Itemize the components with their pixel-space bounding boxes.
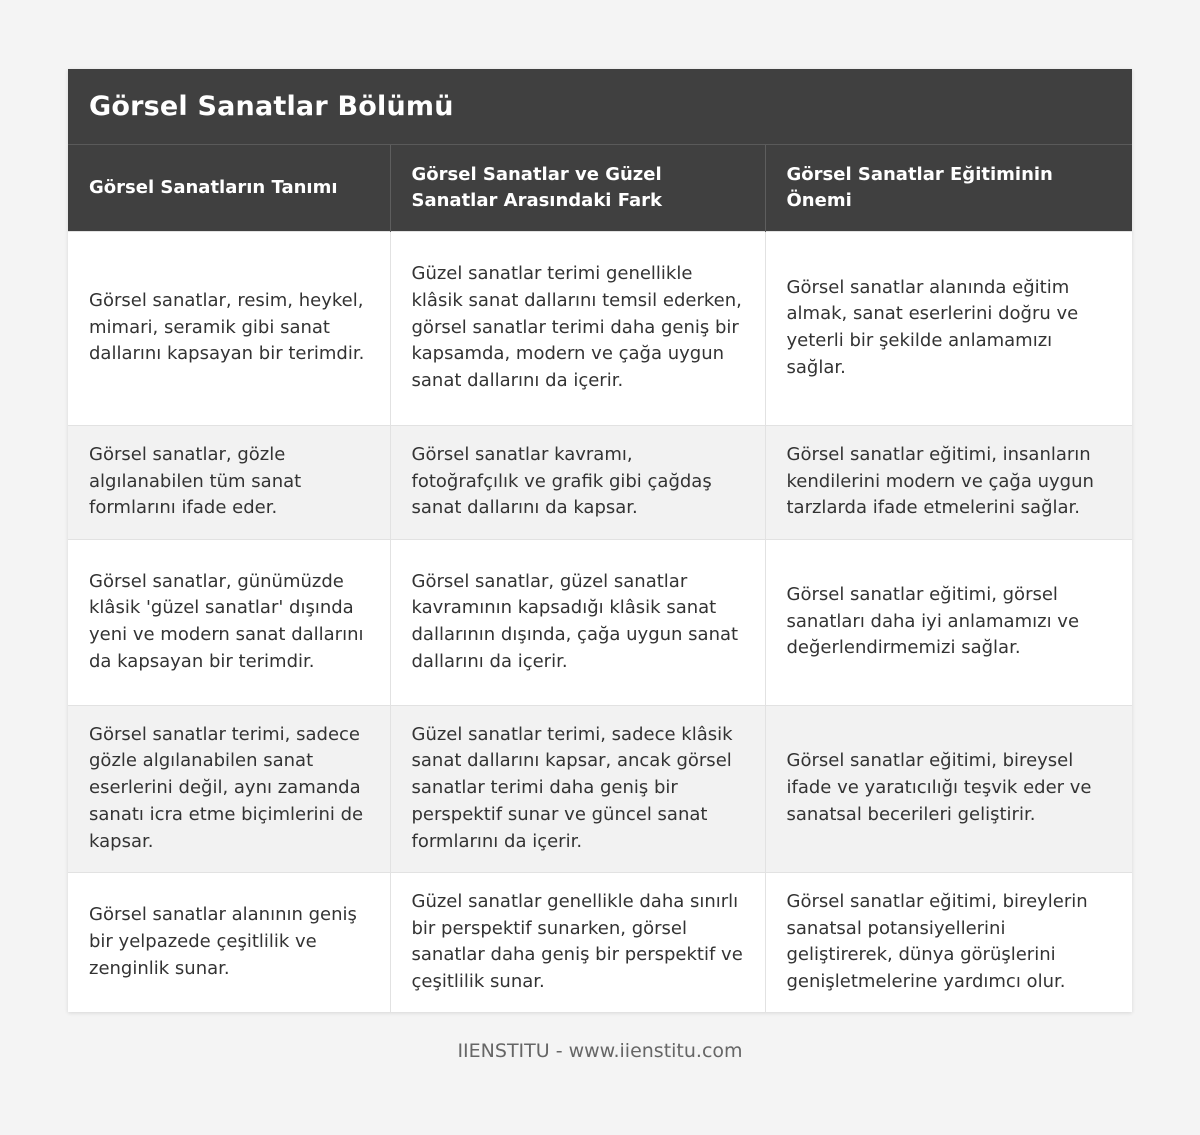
table-cell: Görsel sanatlar, resim, heykel, mimari, seramik gibi sanat dallarını kapsayan bir terimdir. [68, 231, 390, 425]
table-cell: Görsel sanatlar terimi, sadece gözle algılanabilen sanat eserlerini değil, aynı zamanda sanatı icra etme biçimlerini de kapsar. [68, 705, 390, 872]
comparison-table [68, 145, 1132, 1012]
column-header: Görsel Sanatlar Eğitiminin Önemi [765, 145, 1132, 231]
table-cell: Görsel sanatlar, günümüzde klâsik 'güzel sanatlar' dışında yeni ve modern sanat dallarını da kapsayan bir terimdir. [68, 539, 390, 705]
table-cell: Güzel sanatlar genellikle daha sınırlı bir perspektif sunarken, görsel sanatlar daha geniş bir perspektif ve çeşitlilik sunar. [390, 872, 765, 1012]
table-cell: Görsel sanatlar eğitimi, bireysel ifade ve yaratıcılığı teşvik eder ve sanatsal becerileri geliştirir. [765, 705, 1132, 872]
table-header-row [68, 145, 1132, 231]
table-row [68, 231, 1132, 425]
table-cell: Görsel sanatlar eğitimi, görsel sanatları daha iyi anlamamızı ve değerlendirmemizi sağlar. [765, 539, 1132, 705]
table-cell: Görsel sanatlar eğitimi, bireylerin sanatsal potansiyellerini geliştirerek, dünya görüşlerini genişletmelerine yardımcı olur. [765, 872, 1132, 1012]
table-cell: Görsel sanatlar alanında eğitim almak, sanat eserlerini doğru ve yeterli bir şekilde anlamamızı sağlar. [765, 231, 1132, 425]
table-cell: Güzel sanatlar terimi, sadece klâsik sanat dallarını kapsar, ancak görsel sanatlar terimi daha geniş bir perspektif sunar ve güncel sanat formlarını da içerir. [390, 705, 765, 872]
table-row [68, 872, 1132, 1012]
table-cell: Görsel sanatlar alanının geniş bir yelpazede çeşitlilik ve zenginlik sunar. [68, 872, 390, 1012]
table-cell: Güzel sanatlar terimi genellikle klâsik sanat dallarını temsil ederken, görsel sanatlar terimi daha geniş bir kapsamda, modern ve çağa uygun sanat dallarını da içerir. [390, 231, 765, 425]
table-cell: Görsel sanatlar kavramı, fotoğrafçılık ve grafik gibi çağdaş sanat dallarını da kapsar. [390, 425, 765, 539]
table-row [68, 539, 1132, 705]
content-card [68, 69, 1132, 1012]
column-header: Görsel Sanatlar ve Güzel Sanatlar Arasındaki Fark [390, 145, 765, 231]
footer-credit: IIENSTITU - www.iienstitu.com [457, 1040, 743, 1062]
title-bar [68, 69, 1132, 145]
page-title: Görsel Sanatlar Bölümü [89, 91, 454, 122]
table-row [68, 705, 1132, 872]
column-header: Görsel Sanatların Tanımı [68, 145, 390, 231]
table-cell: Görsel sanatlar eğitimi, insanların kendilerini modern ve çağa uygun tarzlarda ifade etmelerini sağlar. [765, 425, 1132, 539]
table-row [68, 425, 1132, 539]
table-cell: Görsel sanatlar, güzel sanatlar kavramının kapsadığı klâsik sanat dallarının dışında, çağa uygun sanat dallarını da içerir. [390, 539, 765, 705]
table-cell: Görsel sanatlar, gözle algılanabilen tüm sanat formlarını ifade eder. [68, 425, 390, 539]
